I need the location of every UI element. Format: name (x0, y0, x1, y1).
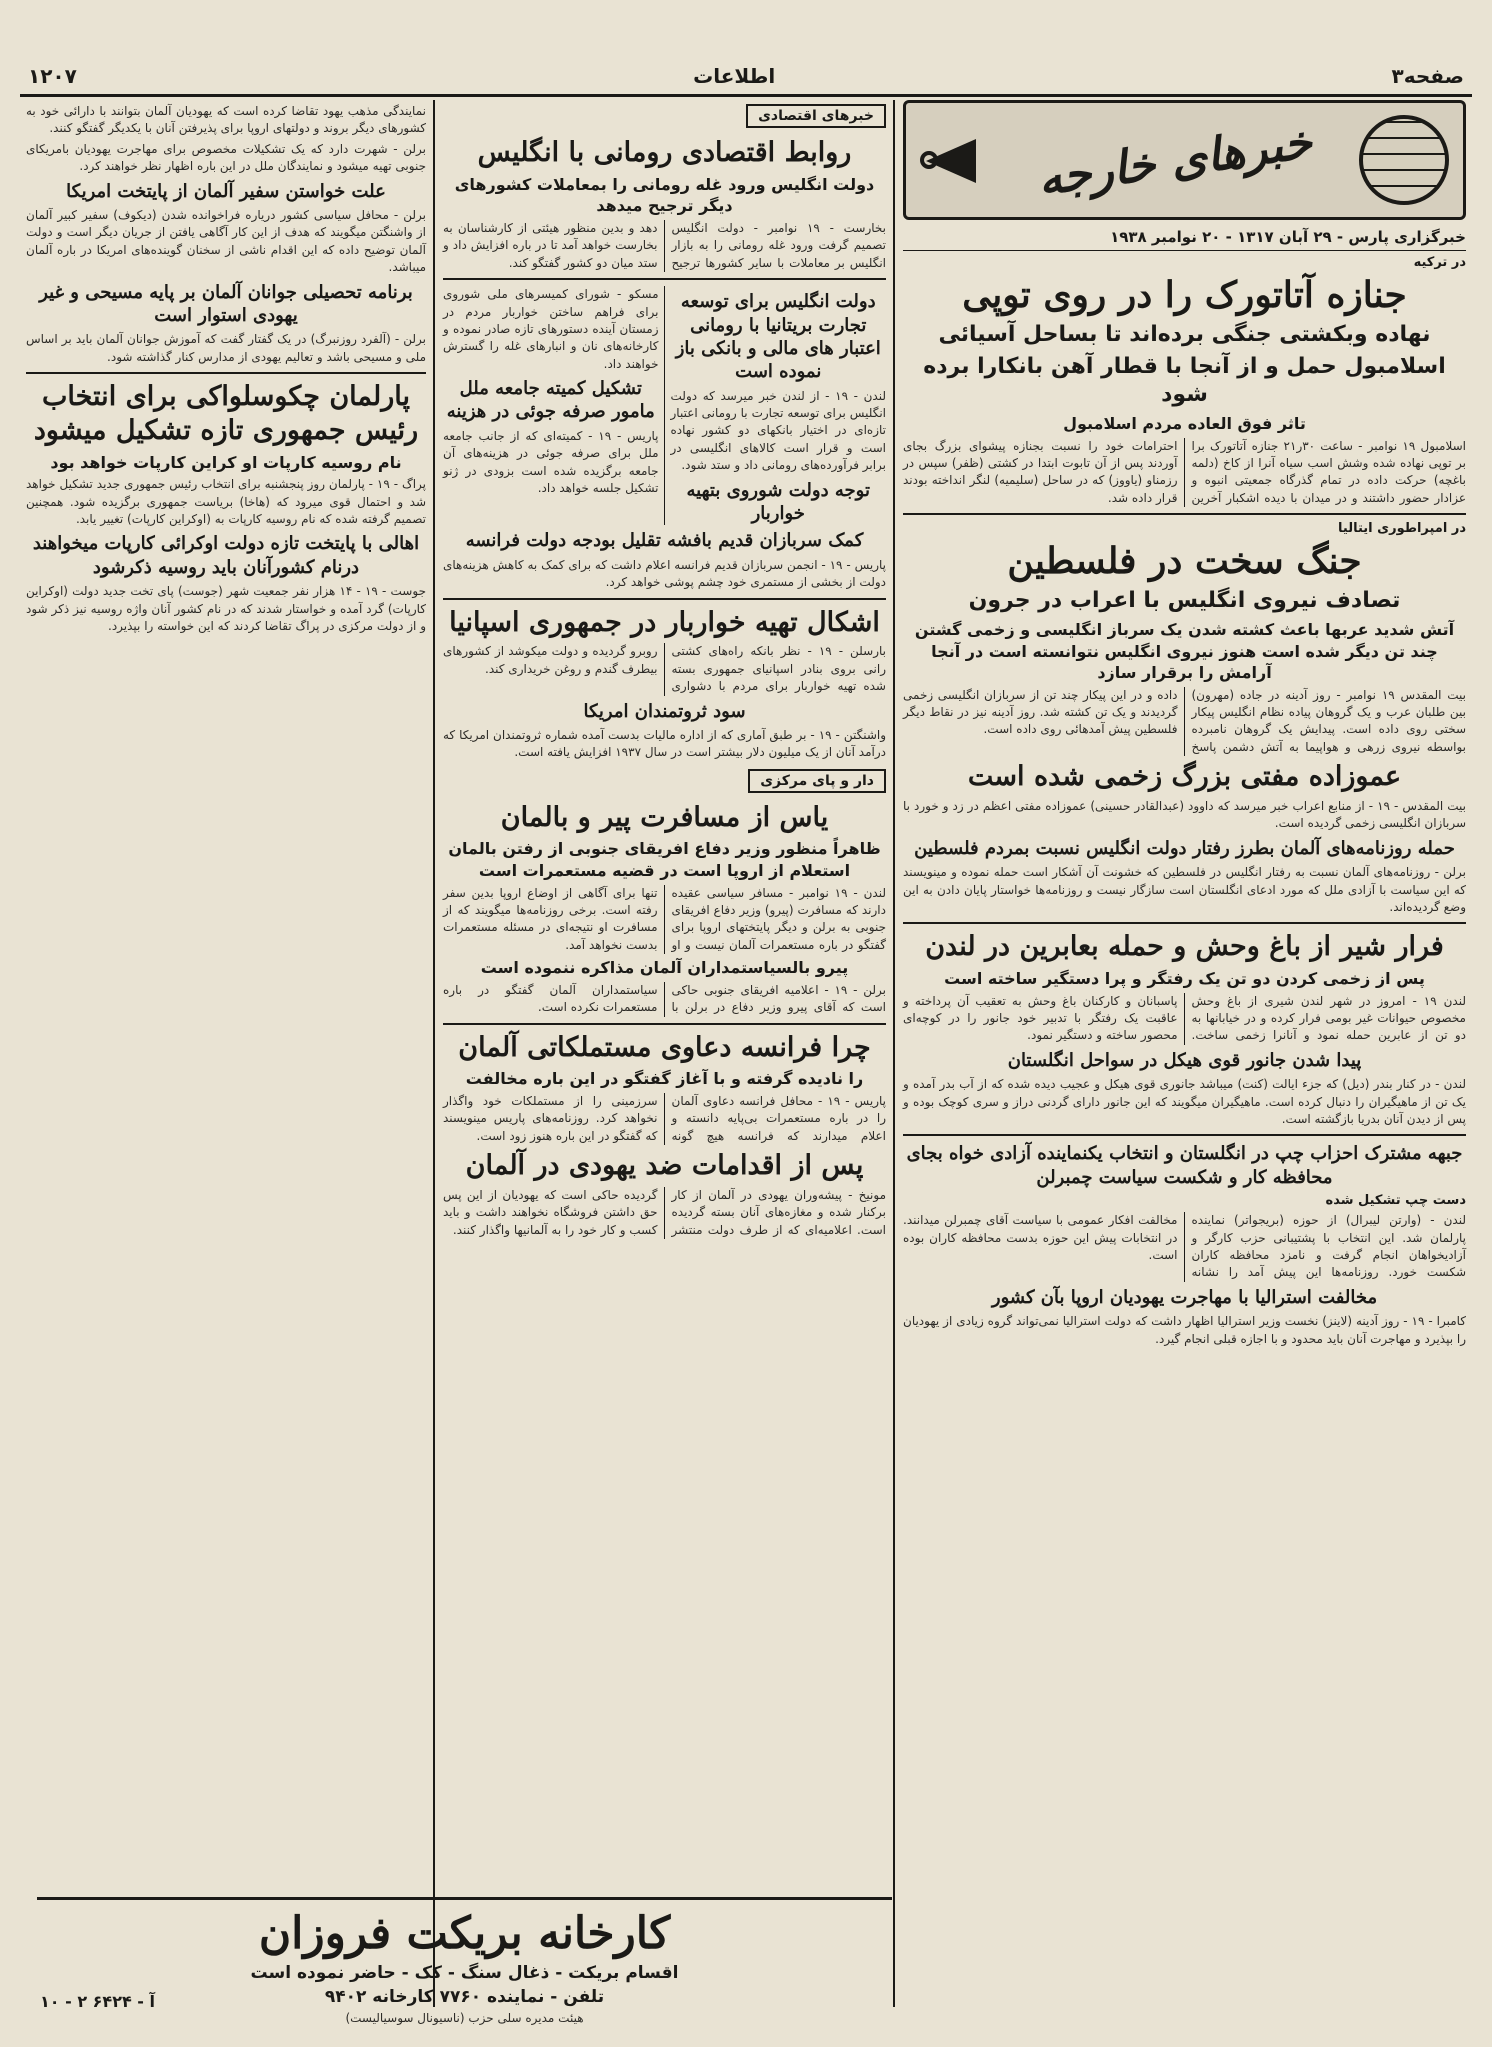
lion-headline: فرار شیر از باغ وحش و حمله بعابرین در لندن (925, 931, 1444, 963)
france-headline: چرا فرانسه دعاوی مستملکاتی آلمان (458, 1031, 871, 1063)
colonies-sub: پیرو بالسیاستمداران آلمان مذاکره ننموده است (480, 958, 849, 978)
globe-icon (1359, 115, 1449, 205)
ataturk-sub2: اسلامبول حمل و از آنجا با قطار آهن بانکارا برده شود (923, 353, 1446, 408)
palestine-sub1: تصادف نیروی انگلیس با اعراب در جرون (968, 588, 1401, 614)
france-sub: را نادیده گرفته و با آغاز گفتگو در این باره مخالفت (465, 1069, 864, 1089)
ukraine-body: جوست - ۱۹ - ۱۴ هزار نفر جمعیت شهر (جوست) پای تخت جدید دولت (اوکراین کارپات) گرد آمده و خواستار شدند که در نام کشور آنان واژه روسیه نیز ذکر شود و از دولت مرکزی در پراگ تقاضا کردند که این خواسته را بپذیرد. (26, 584, 426, 633)
press-headline: حمله روزنامه‌های آلمان بطرز رفتار دولت انگلیس نسبت بمردم فلسطین (914, 837, 1455, 859)
ad-footer: هیئت مدیره سلی حزب (ناسیونال سوسیالیست) (345, 2011, 584, 2025)
econ-kicker: خبرهای اقتصادی (746, 104, 886, 128)
ad-line2: تلفن - نماینده ۷۷۶۰ کارخانه ۹۴۰۲ (324, 1987, 605, 2007)
education-headline: برنامه تحصیلی جوانان آلمان بر پایه مسیحی و غیر یهودی استوار است (39, 281, 413, 326)
middle-two-col (443, 286, 886, 525)
palestine-kicker: در امپراطوری ایتالیا (1338, 521, 1466, 537)
league-headline: تشکیل کمیته جامعه ملل مامور صرفه جوئی در هزینه (446, 378, 655, 423)
front-body: لندن - (وارتن لیبرال) از حوزه (بریجواتر) نماینده پارلمان شد. این انتخاب با پشتیبانی حزب کارگر و آزادیخواهان انجام گرفت و نامزد محافظه کاران شکست خورد. روزنامه‌ها این پیش آمد را نشانه مخالفت افکار عمومی با سیاست آقای چمبرلن میدانند. در انتخابات پیش این حوزه بدست محافظه کاران بوده است. (903, 1213, 1466, 1280)
seabeast-headline: پیدا شدن جانور قوی هیکل در سواحل انگلستان (1007, 1049, 1362, 1071)
econ-body: بخارست - ۱۹ نوامبر - دولت انگلیس تصمیم گرفت ورود غله رومانی را به بازار انگلیس بر معاملات با سایر کشورها ترجیح دهد و بدین منظور هیئتی از کارشناسان به بخارست خواهد آمد تا در باره افزایش داد و ستد میان دو کشور گفتگو کند. (443, 220, 886, 270)
divider (443, 278, 886, 280)
ataturk-headline: جنازه آتاتورک را در روی توپی (962, 274, 1407, 316)
horn-icon (920, 125, 990, 195)
politics-kicker: دار و پای مرکزی (748, 769, 886, 793)
column-divider (433, 100, 435, 2007)
left-column (20, 100, 432, 2007)
foreign-news-banner (903, 100, 1466, 220)
agency-line: خبرگزاری پارس - ۲۹ آبان ۱۳۱۷ - ۲۰ نوامبر ۱۹۳۸ (903, 228, 1466, 251)
ambassador-body: برلن - محافل سیاسی کشور دریاره فراخوانده شدن (دیکوف) سفیر کبیر آلمان از واشنگتن میگویند که هدف از این کار آگاهی یافتن از جریان دیگر است و دولت آلمان توضیح داده که این اقدام ناشی از سخنان گوینده‌های امریکا در باره آلمان میباشد. (26, 207, 426, 275)
czech-headline: پارلمان چکوسلواکی برای انتخاب رئیس جمهوری تازه تشکیل میشود (33, 381, 419, 446)
jews-headline: پس از اقدامات ضد یهودی در آلمان (465, 1150, 864, 1182)
australia-headline: مخالفت استرالیا با مهاجرت یهودیان اروپا بآن کشور (991, 1286, 1378, 1308)
left-berlin-body: برلن - شهرت دارد که یک تشکیلات مخصوص برای مهاجرت یهودیان بامریکای جنوبی تهیه میشود و نمایندگان ملل در این باره اظهار نظر خواهند کرد. (26, 141, 426, 174)
page-masthead (20, 58, 1472, 97)
banner-title: خبرهای خارجه (1034, 114, 1315, 206)
econ-sub: دولت انگلیس ورود غله رومانی را بمعاملات کشورهای دیگر ترجیح میدهد (454, 174, 875, 216)
pirow-sub: ظاهراً منظور وزیر دفاع افریقای جنوبی از رفتن بالمان استعلام از اروپا است در قضیه مستعمرات است (448, 839, 881, 881)
pirow-headline: یاس از مسافرت پیر و بالمان (500, 801, 829, 833)
front-headline: جبهه مشترک احزاب چپ در انگلستان و انتخاب یکنماینده آزادی خواه بجای محافظه کار و شکست سیاست چمبرلن (906, 1143, 1463, 1188)
czech-body: پراگ - ۱۹ - پارلمان روز پنجشنبه برای انتخاب رئیس جمهوری جدید تشکیل خواهد شد و احتمال قوی میرود که (هاخا) بریاست جمهوری برگزیده شود. همچنین تصمیم گرفته شده که نام روسیه کارپات به (اوکراین کارپات) تغییر یابد. (26, 477, 426, 526)
ataturk-sub1: نهاده وبکشتی جنگی برده‌اند تا بساحل آسیائی (938, 322, 1431, 348)
divider (443, 598, 886, 600)
usa-headline: سود ثروتمندان امریکا (583, 700, 746, 722)
france-body: پاریس - ۱۹ - محافل فرانسه دعاوی آلمان را در باره مستعمرات بی‌پایه دانسته و اعلام میدارند که فرانسه هیچ گونه سرزمینی را از مستملکات خود واگذار نخواهد کرد. روزنامه‌های پاریس مینویسند که گفتگو در این باره هنوز زود است. (443, 1093, 886, 1143)
jews-body: مونیخ - پیشه‌وران یهودی در آلمان از کار برکنار شده و مغازه‌های آنان بسته گردیده است. اعلامیه‌ای که از طرف دولت منتشر گردیده حاکی است که یهودیان از این پس حق داشتن فروشگاه نخواهند داشت و باید کسب و کار خود را به آلمانیها واگذار کنند. (443, 1187, 886, 1237)
left-top-body: نمایندگی مذهب یهود تقاضا کرده است که یهودیان آلمان بتوانند با دارائی خود به کشورهای دیگر بروند و دولتهای اروپا برای پذیرفتن آنان با یکدیگر گفتگو کنند. (26, 104, 426, 136)
footer-code: آ - ۶۴۲۴ ۲ - ۱۰ (40, 1992, 155, 2011)
briquette-ad (37, 1897, 892, 2025)
ad-name: کارخانه بریکت فروزان (258, 1908, 671, 1959)
budget-body: پاریس - ۱۹ - انجمن سربازان قدیم فرانسه اعلام داشت که برای کمک به کاهش هزینه‌های دولت از بخشی از مستمری خود چشم پوشی خواهد کرد. (443, 557, 887, 590)
mufti-body: بیت المقدس - ۱۹ - از منابع اعراب خبر میرسد که داوود (عبدالقادر حسینی) عموزاده مفتی اعظم در زد و خورد با سربازان انگلیسی زخمی گردیده است. (903, 799, 1467, 831)
divider (903, 1134, 1466, 1136)
lion-body: لندن ۱۹ - امروز در شهر لندن شیری از باغ وحش مخصوص حیوانات غیر بومی فرار کرده و در خیابانها به دو تن از عابرین حمله نمود و آنانرا زخمی ساخت. پاسبانان و کارکنان باغ وحش به تعقیب آن پرداخته و عاقبت یک رفتگر با تدبیر خود جانور را در کوچه‌ای محصور ساخته و دستگیر نمود. (903, 993, 1466, 1043)
league-body: پاریس - ۱۹ - کمیته‌ای که از جانب جامعه ملل برای صرفه جوئی در هزینه‌های آن جامعه برگزیده شده است بزودی در ژنو تشکیل جلسه خواهد داد. (443, 428, 659, 496)
page-label: صفحه۳ (1391, 64, 1464, 88)
issue-number: ۱۲۰۷ (28, 64, 77, 88)
czech-sub: نام روسیه کارپات او کراین کارپات خواهد بود (50, 452, 402, 472)
colonies-body: برلن - ۱۹ - اعلامیه افریقای جنوبی حاکی است که آقای پیرو وزیر دفاع در برلن با سیاستمداران آلمان گفتگو در باره مستعمرات نکرده است. (443, 982, 886, 1015)
lion-sub: پس از زخمی کردن دو تن یک رفتگر و پرا دستگیر ساخته است (944, 969, 1425, 989)
ataturk-body: اسلامبول ۱۹ نوامبر - ساعت ۳۰ر۲۱ جنازه آتاتورک برا بر توپی نهاده شده وشش اسب سیاه آنرا از کاخ (دلمه باغچه) حرکت داده در تمام گذرگاه جمعیتی انبوه و عزادار حضور داشتند و در میدان با دیده اشکبار آخرین احترامات خود را نسبت بجنازه پیشوای بزرگ بجای آوردند پس از آن تابوت ابتدا در کشتی (ظفر) سپس در رزمناو (یاووز) که در ساحل (سلیمیه) لنگر انداخته بودند قرار داده شد. (903, 438, 1466, 505)
palestine-sub2: آتش شدید عربها باعث کشته شدن یک سرباز انگلیسی و زخمی گشتن چند تن دیگر شده است هنوز نیروی انگلیس نتوانسته است در آنجا آرامش را برقرار سازد (914, 619, 1455, 683)
spain-headline: اشکال تهیه خواربار در جمهوری اسپانیا (449, 606, 880, 638)
paper-name: اطلاعات (693, 64, 776, 88)
ambassador-headline: علت خواستن سفیر آلمان از پایتخت امریکا (66, 180, 386, 202)
pirow-body: لندن - ۱۹ نوامبر - مسافر سیاسی عقیده دارند که مسافرت (پیرو) وزیر دفاع افریقای جنوبی به برلن و دیگر پایتختهای اروپا برای گفتگو در باره مستعمرات آلمان نیست و او تنها برای آگاهی از اوضاع اروپا بدین سفر رفته است. برخی روزنامه‌ها میگویند که از مسافرت او نتیجه‌ای در مسئله مستعمرات بدست نخواهد آمد. (443, 885, 886, 952)
food-body: مسکو - شورای کمیسرهای ملی شوروی برای فراهم ساختن خواربار مردم در زمستان آینده دستورهای تازه صادر نموده و کارخانه‌های نان و انبارهای غله را گسترش خواهند داد. (443, 287, 659, 371)
divider (26, 372, 426, 374)
australia-body: کامبرا - ۱۹ - روز آدینه (لاینز) نخست وزیر استرالیا اظهار داشت که دولت استرالیا نمی‌تواند گروه زیادی از یهودیان را بپذیرد و مهاجرت آنان باید محدود و با اجازه قبلی انجام گیرد. (903, 1314, 1466, 1346)
turkey-kicker: در ترکیه (1413, 255, 1466, 270)
mufti-headline: عموزاده مفتی بزرگ زخمی شده است (967, 761, 1402, 793)
palestine-body: بیت المقدس ۱۹ نوامبر - روز آدینه در جاده (مهرون) بین طلبان عرب و یک گروهان پیاده نظام انگلیس پیکار سختی روی داده است. پیدایش یک گروهان نامبرده بواسطه نیروی زرهی و هواپیما به آتش دشمن پاسخ داده و در این پیکار چند تن از سربازان انگلیسی زخمی گردیدند و یک تن کشته شد. روز آدینه نیز در نقاط دیگر فلسطین پیش آمدهائی روی داده است. (903, 687, 1466, 754)
press-body: برلن - روزنامه‌های آلمان نسبت به رفتار انگلیس در فلسطین که خشونت آن آشکار است حمله نموده و مینویسند که این سیاست با آزادی ملل که مورد ادعای انگلستان است سازگار نیست و روزنامه‌ها خواستار پایان دادن به این وضع گردیده‌اند. (903, 865, 1466, 914)
palestine-headline: جنگ سخت در فلسطین (1007, 540, 1362, 583)
divider (903, 922, 1466, 924)
seabeast-body: لندن - در کنار بندر (دیل) که جزء ایالت (کنت) میباشد جانوری قوی هیکل و عجیب دیده شده که از آب بدر آمده و یک تن از ماهیگیران را دنبال کرده است. ماهیگیران میگویند که این جانور دارای گردنی دراز و سری کوچک بوده و پس از دیدن آنان بدریا بازگشته است. (903, 1077, 1466, 1127)
trade-body: لندن - ۱۹ - از لندن خبر میرسد که دولت انگلیس برای توسعه تجارت با رومانی اعتبار تازه‌ای در اختیار بانکهای دو کشور نهاده است و قرار است کالاهای انگلیسی در برابر فرآورده‌های رومانی داد و ستد شود. (670, 388, 886, 473)
spain-body: بارسلن - ۱۹ - نظر بانکه راه‌های کشتی رانی بروی بنادر اسپانیای جمهوری بسته شده تهیه خواربار برای مردم با دشواری روبرو گردیده و دولت میکوشد از کشورهای بیطرف گندم و روغن خریداری کند. (443, 644, 887, 694)
middle-column (437, 100, 892, 1887)
ataturk-sub3: تاثر فوق العاده مردم اسلامبول (1063, 413, 1306, 433)
econ-headline: روابط اقتصادی رومانی با انگلیس (477, 137, 852, 168)
foreign-news-column (897, 100, 1472, 2017)
front-kicker: دست چپ تشکیل شده (1325, 1193, 1466, 1209)
ad-line1: اقسام بریکت - ذغال سنگ - کک - حاضر نموده است (250, 1963, 679, 1983)
food-headline: توجه دولت شوروی بتهیه خواربار (686, 479, 870, 525)
trade-headline: دولت انگلیس برای توسعه تجارت بریتانیا با رومانی اعتبار های مالی و بانکی باز نموده است (675, 291, 881, 383)
usa-body: واشنگتن - ۱۹ - بر طبق آماری که از اداره مالیات بدست آمده شماره ثروتمندان امریکا که درآمد آنان از یک میلیون دلار بیشتر است در سال ۱۹۳۷ افزایش یافته است. (443, 727, 887, 760)
divider (903, 513, 1466, 515)
budget-headline: کمک سربازان قدیم بافشه تقلیل بودجه دولت فرانسه (465, 530, 864, 552)
column-divider (893, 100, 895, 2007)
education-body: برلن - (آلفرد روزنبرگ) در یک گفتار گفت که آموزش جوانان آلمان باید بر اساس ملی و مسیحی باشد و تعالیم یهودی از مدارس کنار گذاشته شود. (26, 332, 426, 364)
ukraine-headline: اهالی با پایتخت تازه دولت اوکرائی کارپات میخواهند درنام کشورآنان باید روسیه ذکرشود (32, 533, 420, 578)
divider (443, 1023, 886, 1025)
